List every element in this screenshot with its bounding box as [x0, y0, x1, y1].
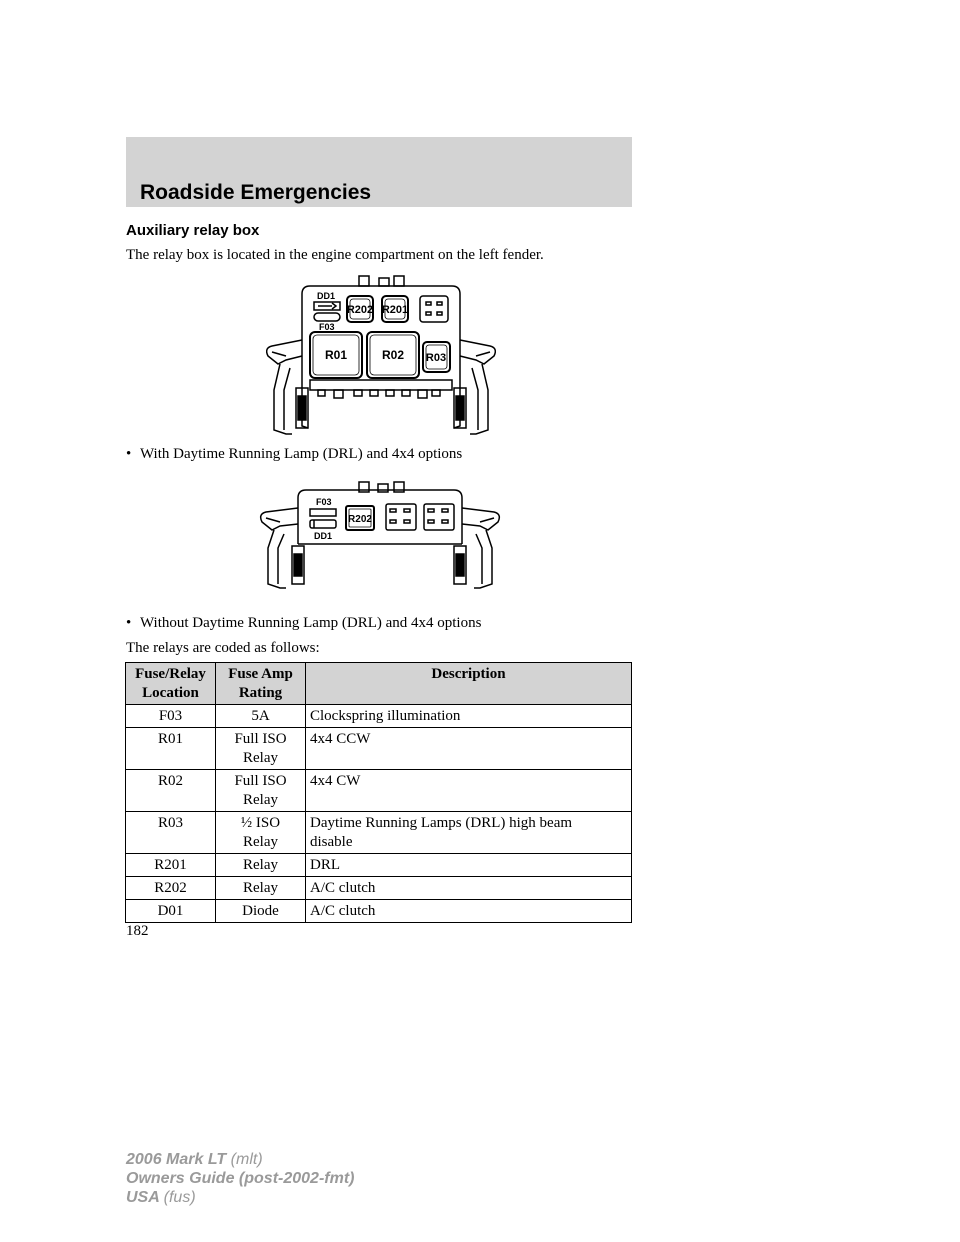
cell-rating: Diode: [216, 900, 306, 923]
diagram2-label-f03: F03: [316, 497, 332, 507]
table-row: [126, 900, 632, 923]
intro-paragraph: The relay box is located in the engine compartment on the left fender.: [126, 247, 544, 263]
subheading: Auxiliary relay box: [126, 222, 260, 239]
bullet-with-drl: [126, 446, 462, 463]
table-row: [126, 877, 632, 900]
cell-rating: Relay: [216, 877, 306, 900]
bullet-glyph: •: [126, 446, 132, 462]
diagram1-label-r02: R02: [381, 348, 405, 362]
coded-intro: The relays are coded as follows:: [126, 640, 320, 656]
bullet-without-drl: [126, 615, 481, 632]
cell-location: R01: [126, 728, 216, 770]
section-header: [126, 137, 632, 207]
cell-location: R201: [126, 854, 216, 877]
cell-location: R03: [126, 812, 216, 854]
relay-box-diagram-with-drl: [262, 272, 502, 438]
cell-location: D01: [126, 900, 216, 923]
table-row: [126, 770, 632, 812]
cell-description: A/C clutch: [306, 900, 632, 923]
cell-rating: ½ ISO Relay: [216, 812, 306, 854]
diagram2-label-dd1: DD1: [314, 531, 333, 541]
bullet-with-drl-text: With Daytime Running Lamp (DRL) and 4x4 options: [140, 446, 463, 462]
diagram1-label-r202: R202: [346, 304, 374, 316]
cell-description: 4x4 CW: [306, 770, 632, 812]
bullet-without-drl-text: Without Daytime Running Lamp (DRL) and 4x4 options: [140, 615, 482, 631]
page-number: 182: [126, 923, 149, 939]
diagram1-label-r201: R201: [381, 304, 409, 316]
header-description: Description: [306, 663, 632, 705]
table-row: [126, 705, 632, 728]
table-header-row: [126, 663, 632, 705]
cell-location: F03: [126, 705, 216, 728]
cell-description: DRL: [306, 854, 632, 877]
diagram1-label-dd1: DD1: [317, 291, 336, 301]
table-row: [126, 728, 632, 770]
table-row: [126, 812, 632, 854]
section-title: Roadside Emergencies: [140, 181, 372, 204]
bullet-glyph: •: [126, 615, 132, 631]
cell-rating: Full ISO Relay: [216, 770, 306, 812]
cell-description: Clockspring illumination: [306, 705, 632, 728]
table-row: [126, 854, 632, 877]
header-location: Fuse/Relay Location: [126, 663, 216, 705]
cell-description: Daytime Running Lamps (DRL) high beam disable: [306, 812, 632, 854]
document-footer: [126, 1150, 354, 1207]
diagram1-label-r03: R03: [425, 352, 447, 364]
footer-line-market: USA (fus): [126, 1189, 196, 1206]
footer-line-guide: Owners Guide (post-2002-fmt): [126, 1170, 355, 1187]
diagram1-label-f03: F03: [319, 322, 335, 332]
header-rating: Fuse Amp Rating: [216, 663, 306, 705]
relay-box-diagram-without-drl: [256, 478, 502, 592]
footer-line-model: 2006 Mark LT (mlt): [126, 1151, 263, 1168]
cell-description: A/C clutch: [306, 877, 632, 900]
cell-rating: Full ISO Relay: [216, 728, 306, 770]
relay-table: [125, 662, 632, 923]
cell-location: R02: [126, 770, 216, 812]
cell-rating: Relay: [216, 854, 306, 877]
diagram2-label-r202: R202: [348, 514, 372, 525]
cell-location: R202: [126, 877, 216, 900]
diagram1-label-r01: R01: [324, 348, 348, 362]
cell-description: 4x4 CCW: [306, 728, 632, 770]
cell-rating: 5A: [216, 705, 306, 728]
